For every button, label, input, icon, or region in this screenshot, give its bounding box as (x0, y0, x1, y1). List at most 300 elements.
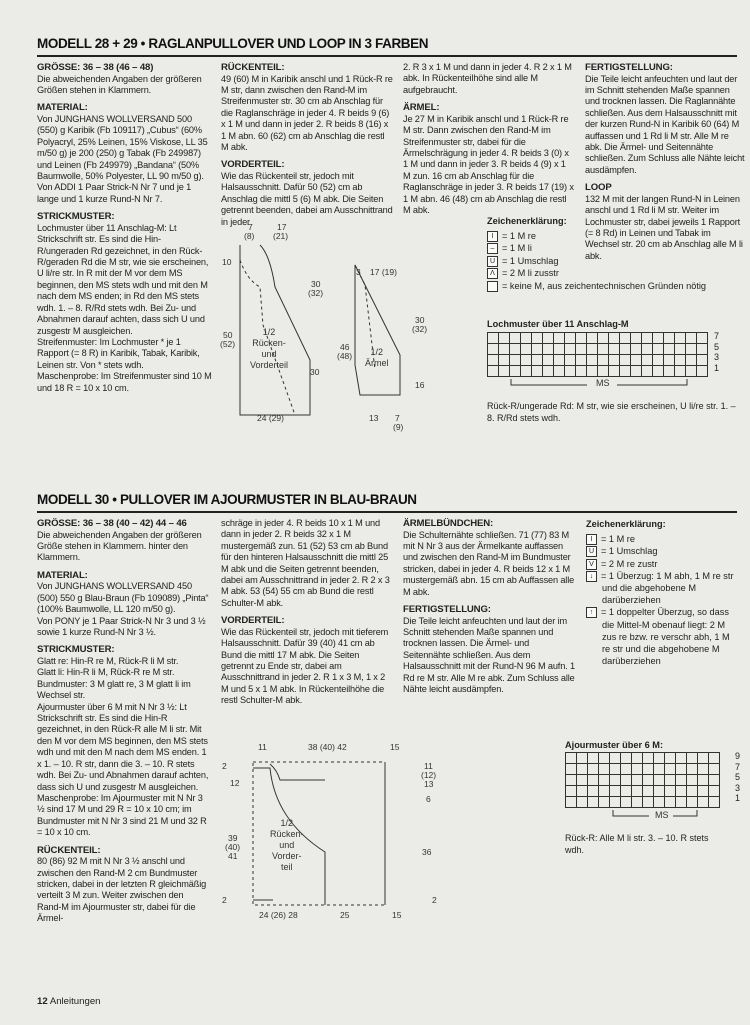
chart-cell (654, 775, 665, 786)
dim: 7 (395, 413, 400, 423)
chart-cell (521, 355, 532, 366)
legend-symbol: U (487, 256, 498, 267)
m2-chart-title: Ajourmuster über 6 M: (565, 740, 664, 750)
chart-cell (643, 753, 654, 764)
dim: 24 (26) 28 (259, 910, 298, 920)
dim: 25 (340, 910, 350, 920)
legend-text: = 1 M re (502, 230, 536, 241)
chart-cell (632, 764, 643, 775)
chart-cell (686, 355, 697, 366)
chart-cell (675, 355, 686, 366)
chart-cell (532, 344, 543, 355)
chart-row-numbers (735, 751, 740, 804)
chart-cell (532, 366, 543, 377)
chart-cell (664, 355, 675, 366)
body-label: 1/2 Rücken- und Vorder- teil (270, 818, 304, 872)
dim: 16 (415, 380, 425, 390)
chart-ms-bracket (487, 377, 709, 389)
m1-column-3 (403, 62, 575, 216)
paragraph: Die abweichenden Angaben der größeren Größe stehen in Klammern. hinter den Klammern. (37, 529, 202, 563)
chart-cell (510, 333, 521, 344)
chart-cell (621, 753, 632, 764)
section-heading: STRICKMUSTER: (37, 211, 115, 223)
legend-symbol: ↑ (586, 607, 597, 618)
legend-text: = 2 M re zustr (601, 558, 658, 569)
chart-row-number: 7 (714, 331, 720, 341)
dim: 3 (356, 267, 361, 277)
chart-cell (499, 333, 510, 344)
chart-cell (621, 764, 632, 775)
paragraph: Maschenprobe: Im Streifenmuster sind 10 M und 18 R = 10 x 10 cm. (37, 371, 212, 393)
chart-cell (687, 764, 698, 775)
chart-cell (676, 786, 687, 797)
chart-cell (565, 366, 576, 377)
chart-cell (576, 333, 587, 344)
m1-chart-note: Rück-R/ungerade Rd: M str, wie sie erscheinen, U li/re str. 1. – 8. R/Rd stets wdh. (487, 401, 736, 423)
chart-cell (697, 355, 708, 366)
neckline (270, 764, 325, 780)
chart-cell (577, 775, 588, 786)
chart-cell (599, 753, 610, 764)
chart-cell (588, 764, 599, 775)
dim: (32) (412, 324, 428, 334)
chart-cell (576, 344, 587, 355)
page-footer (37, 996, 101, 1007)
chart-cell (510, 344, 521, 355)
chart-ms-bracket (565, 808, 735, 820)
dim: (40) (225, 842, 241, 852)
chart-cell (609, 333, 620, 344)
paragraph: Von ADDI 1 Paar Strick-N Nr 7 und je 1 lange und 1 kurze Rund-N Nr 7. (37, 182, 192, 204)
legend-item (586, 558, 736, 570)
chart-cell (653, 333, 664, 344)
dim: 11 (258, 742, 267, 752)
paragraph: Die Teile leicht anfeuchten und laut der im Schnitt stehenden Maße spannen und trocknen lassen. Die Ärmel- und Seitennähte schließen. Aus dem Halsausschnitt mit der Rund-N 96 M aufn. 1 Rd re M str. Alle M re abk. Zum Schluss alle Nähte leicht ausdämpfen. (403, 615, 575, 695)
section-heading: FERTIGSTELLUNG: (403, 604, 491, 616)
dim: 15 (392, 910, 402, 920)
chart-cell (709, 753, 720, 764)
section-heading: STRICKMUSTER: (37, 644, 115, 656)
chart-cell (632, 753, 643, 764)
paragraph: Ajourmuster über 6 M mit N Nr 3 ½: Lt Strickschrift str. Es sind die Hin-R gezeichnet, in den Rück-R alle M li str. Mit den M vor dem MS beginnen, den MS stets wdh und mit den M nach dem MS enden. 1 x 1. – 10. R str, dann die 3. – 10. R stets wdh. Bei Zu- und Abnahmen darauf achten, dass sich U und zusgestr M ausgleichen. (37, 701, 209, 792)
chart-cell (675, 333, 686, 344)
chart-cell (598, 355, 609, 366)
m1-column-1 (37, 62, 212, 394)
chart-cell (654, 797, 665, 808)
chart-cell (566, 775, 577, 786)
chart-cell (687, 786, 698, 797)
legend-symbol: Λ (487, 268, 498, 279)
legend-text: = 2 M li zusstr (502, 268, 559, 279)
chart-cell (554, 344, 565, 355)
model-30-title: MODELL 30 • PULLOVER IM AJOURMUSTER IN BLAU-BRAUN (37, 492, 417, 507)
section-heading: VORDERTEIL: (221, 159, 285, 171)
section-heading: GRÖSSE: 36 – 38 (46 – 48) (37, 62, 154, 73)
section-heading: RÜCKENTEIL: (221, 62, 285, 73)
chart-cell (698, 775, 709, 786)
chart-cell (598, 333, 609, 344)
chart-cell (631, 366, 642, 377)
legend-symbol (487, 281, 498, 292)
chart-cell (499, 344, 510, 355)
chart-cell (566, 797, 577, 808)
legend-item (586, 570, 736, 607)
chart-cell (599, 797, 610, 808)
section-heading: FERTIGSTELLUNG: (585, 62, 673, 73)
chart-cell (587, 366, 598, 377)
chart-cell (532, 333, 543, 344)
chart-cell (620, 366, 631, 377)
chart-cell (643, 775, 654, 786)
paragraph: schräge in jeder 4. R beids 10 x 1 M und dann in jeder 2. R beids 32 x 1 M mustergemäß zun. 51 (52) 53 cm ab Bund für den hinteren Halsausschnitt die mittl 25 M abk und die Seiten getrennt beenden, dabei am Ausschnittrand in jeder 2. R 2 x 3 M abk. 53 (54) 55 cm ab Bund die restl Schulter-M abk. (221, 518, 390, 608)
legend-text: = keine M, aus zeichentechnischen Gründen nötig (502, 280, 707, 291)
m2-column-2 (221, 518, 393, 707)
chart-cell (709, 775, 720, 786)
dim: 13 (424, 779, 434, 789)
section-heading: ÄRMEL: (403, 102, 440, 114)
dim: 2 (222, 895, 227, 905)
section-heading: ÄRMELBÜNDCHEN: (403, 518, 494, 529)
paragraph: 80 (86) 92 M mit N Nr 3 ½ anschl und zwischen den Rand-M 2 cm Bundmuster stricken, dabei in der letzten R gleichmäßig verteilt 3 M zun. Weiter zwischen den Rand-M im Ajourmuster str, dabei für die Ärmel- (37, 856, 207, 924)
chart-cell (610, 786, 621, 797)
dim: (48) (337, 351, 353, 361)
dim: 50 (223, 330, 233, 340)
legend-item (487, 280, 737, 293)
chart-row-number: 3 (735, 782, 741, 793)
chart-cell (686, 333, 697, 344)
chart-cell (642, 333, 653, 344)
paragraph: 132 M mit der langen Rund-N in Leinen anschl und 1 Rd li M str. Weiter im Lochmuster str, dabei jeweils 1 Rapport (= 8 Rd) in Leinen und Tabak im Wechsel str. 20 cm ab Anschlag alle M li abk. (585, 193, 743, 261)
m1-column-2 (221, 62, 393, 228)
chart-cell (543, 366, 554, 377)
dim: 39 (228, 833, 238, 843)
chart-cell (653, 355, 664, 366)
paragraph: Die abweichenden Angaben der größeren Größen stehen in Klammern. (37, 73, 202, 95)
dim: 12 (230, 778, 240, 788)
chart-cell (609, 344, 620, 355)
legend-symbol: I (487, 231, 498, 242)
dim: 30 (310, 367, 320, 377)
chart-cell (599, 764, 610, 775)
chart-cell (676, 797, 687, 808)
legend-symbol: ↓ (586, 571, 597, 582)
dim: 10 (222, 257, 232, 267)
chart-cell (697, 333, 708, 344)
chart-cell (599, 786, 610, 797)
title-rule (37, 511, 737, 513)
chart-cell (654, 786, 665, 797)
chart-cell (587, 355, 598, 366)
m2-chart-note: Rück-R: Alle M li str. 3. – 10. R stets wdh. (565, 833, 709, 855)
chart-cell (631, 344, 642, 355)
dim: 7 (248, 222, 253, 232)
dim: (9) (393, 422, 404, 432)
paragraph: Je 27 M in Karibik anschl und 1 Rück-R re M str. Dann zwischen den Rand-M im Streifenmuster str, dabei für die Ärmelschrägung in jeder 4. R beids 3 (0) x 1 M und dann in jeder 3. R beids 4 (9) x 1 M zun. 16 cm ab Anschlag für die Raglanschräge in jeder 3. R beids 17 (19) x 1 M abn. 46 (48) cm ab Anschlag die restl M abk. (403, 113, 574, 216)
chart-row-number: 5 (714, 341, 720, 352)
chart-cell (620, 333, 631, 344)
chart-cell (687, 797, 698, 808)
paragraph: Die Teile leicht anfeuchten und laut der im Schnitt stehenden Maße spannen und trocknen lassen. Die Raglannähte schließen. Aus dem Halsausschnitt mit der kurzen Rund-N in Karibik 60 (64) M auffassen und 1 Rd li M str. Alle M re abk. Die Ärmel- und Seitennähte schließen. Zum Schluss alle Nähte leicht ausdämpfen. (585, 73, 745, 175)
chart-cell (687, 775, 698, 786)
paragraph: Bundmuster: 3 M glatt re, 3 M glatt li im Wechsel str. (37, 678, 191, 701)
section-heading: LOOP (585, 182, 612, 194)
chart-cell (521, 366, 532, 377)
chart-cell (632, 797, 643, 808)
m1-legend (487, 215, 737, 293)
legend-text: = 1 M re (601, 534, 635, 545)
chart-cell (697, 366, 708, 377)
chart-row-number: 1 (735, 793, 741, 803)
chart-cell (610, 764, 621, 775)
dim: 17 (277, 222, 287, 232)
chart-cell (621, 786, 632, 797)
chart-cell (510, 355, 521, 366)
paragraph: Maschenprobe: Im Ajourmuster mit N Nr 3 ½ sind 17 M und 29 R = 10 x 10 cm; im Bundmuster mit N Nr 3 sind 21 M und 32 R = 10 x 10 cm. (37, 792, 207, 838)
chart-cell (554, 355, 565, 366)
legend-item (487, 267, 737, 280)
chart-cell (632, 786, 643, 797)
chart-cell (676, 764, 687, 775)
dim: (12) (421, 770, 437, 780)
chart-cell (664, 366, 675, 377)
chart-cell (598, 344, 609, 355)
chart-cell (654, 753, 665, 764)
chart-row-number: 5 (735, 772, 741, 782)
chart-cell (598, 366, 609, 377)
m1-chart-title: Lochmuster über 11 Anschlag-M (487, 319, 629, 329)
legend-item (586, 533, 736, 545)
chart-cell (653, 344, 664, 355)
chart-cell (654, 764, 665, 775)
paragraph: Glatt re: Hin-R re M, Rück-R li M str. (37, 656, 179, 667)
legend-symbol: I (586, 534, 597, 545)
sleeve-outline (355, 265, 400, 395)
chart-cell (665, 775, 676, 786)
chart-cell (588, 797, 599, 808)
m2-legend (586, 518, 736, 667)
chart-cell (698, 753, 709, 764)
chart-cell (698, 786, 709, 797)
chart-cell (686, 344, 697, 355)
chart-cell (665, 786, 676, 797)
chart-cell (686, 366, 697, 377)
dim: 30 (311, 279, 321, 289)
dim: (32) (308, 288, 324, 298)
dim: (21) (273, 231, 289, 241)
chart-cell (642, 366, 653, 377)
chart-cell (643, 786, 654, 797)
legend-title: Zeichenerklärung: (487, 216, 567, 226)
chart-cell (565, 344, 576, 355)
chart-cell (532, 355, 543, 366)
dim: 13 (369, 413, 379, 423)
chart-cell (577, 753, 588, 764)
chart-cell (543, 333, 554, 344)
chart-cell (610, 753, 621, 764)
dim: 30 (415, 315, 425, 325)
paragraph: 49 (60) M in Karibik anschl und 1 Rück-R re M str, dann zwischen den Rand-M im Streifenmuster str. 30 cm ab Anschlag für die Raglanschräge in jeder 4. R beids 9 (6) x 1 M und dann in jeder 2. R beids 8 (16) x 1 M abn. 60 (62) cm ab Anschlag die restl M abk. (221, 73, 393, 153)
dim: 24 (29) (257, 413, 284, 423)
dim: 41 (228, 851, 238, 861)
chart-cell (631, 355, 642, 366)
legend-text: = 1 doppelter Überzug, so dass die Mittel-M obenauf liegt: 2 M zus re bzw. re verschr abh, 1 M re str und die abgehobene M darüberziehen (601, 607, 730, 667)
chart-cell (566, 786, 577, 797)
legend-item (586, 606, 736, 667)
chart-cell (499, 355, 510, 366)
section-heading: VORDERTEIL: (221, 615, 285, 627)
chart-cell (577, 786, 588, 797)
chart-row-number: 9 (735, 751, 741, 761)
chart-cell (499, 366, 510, 377)
legend-item (586, 545, 736, 557)
dim: (8) (244, 231, 255, 241)
chart-cell (620, 355, 631, 366)
legend-text: = 1 Umschlag (601, 546, 658, 557)
chart-cell (577, 764, 588, 775)
chart-cell (676, 775, 687, 786)
paragraph: 2. R 3 x 1 M und dann in jeder 4. R 2 x 1 M abk. In Rückenteilhöhe sind alle M aufgebraucht. (403, 62, 572, 95)
m1-schematic (215, 222, 430, 435)
page-section: Anleitungen (49, 996, 101, 1007)
chart-cell (709, 797, 720, 808)
chart-cell (675, 366, 686, 377)
chart-cell (587, 333, 598, 344)
model-28-29-title: MODELL 28 + 29 • RAGLANPULLOVER UND LOOP IN 3 FARBEN (37, 36, 429, 51)
chart-cell (665, 797, 676, 808)
paragraph: Die Schulternähte schließen. 71 (77) 83 M mit N Nr 3 aus der Ärmelkante auffassen und zwischen den Rand-M im Bundmuster stricken, dabei in jeder 4. R beids 12 x 1 M mustergemäß abn. 15 cm ab Auffassen alle M abk. (403, 529, 575, 597)
lace-chart (487, 332, 708, 377)
chart-cell (643, 764, 654, 775)
paragraph: Wie das Rückenteil str, jedoch mit tieferem Halsausschnitt. Dafür 39 (40) 41 cm ab Bund die mittl 17 M abk. Die Seiten getrennt zu Ende str, dabei am Ausschnittrand in jeder 2. R 1 x 3 M, 1 x 2 M und 5 x 1 M abk. In Rückenteilhöhe die restl Schulter-M abk. (221, 626, 389, 706)
legend-symbol: U (586, 546, 597, 557)
chart-cell (642, 344, 653, 355)
chart-cell (577, 797, 588, 808)
paragraph: Streifenmuster: Im Lochmuster * je 1 Rapport (= 8 R) in Karibik, Tabak, Karibik, Leinen str. Von * stets wdh. (37, 336, 200, 370)
chart-row-number: 1 (714, 362, 720, 373)
legend-item (487, 242, 737, 255)
dim: 2 (222, 761, 227, 771)
chart-cell (488, 355, 499, 366)
section-heading: RÜCKENTEIL: (37, 844, 101, 856)
m2-schematic (225, 740, 450, 930)
chart-cell (565, 355, 576, 366)
sleeve-label: 1/2 Ärmel (365, 347, 389, 368)
chart-cell (675, 344, 686, 355)
m2-column-3 (403, 518, 575, 695)
paragraph: Von JUNGHANS WOLLVERSAND 500 (550) g Karibik (Fb 109117) „Cubus“ (60% Polyacryl, 25% Leinen, 15% Viskose, LL 35 m/50 g) je 200 (250) g Tabak (Fb 249987) und Leinen (Fb 249979) „Bandana“ (50% Baumwolle, 50% Polyester, LL 90 m/50 g). (37, 114, 208, 182)
chart-cell (665, 764, 676, 775)
chart-cell (554, 333, 565, 344)
dim: 36 (422, 847, 432, 857)
legend-symbol: – (487, 243, 498, 254)
chart-cell (576, 355, 587, 366)
dim: 17 (19) (370, 267, 397, 277)
title-rule (37, 55, 737, 57)
chart-cell (676, 753, 687, 764)
chart-cell (565, 333, 576, 344)
chart-cell (632, 775, 643, 786)
dim: 46 (340, 342, 350, 352)
chart-cell (510, 366, 521, 377)
dim: 11 (424, 761, 433, 771)
legend-text: = 1 Umschlag (502, 255, 559, 266)
chart-cell (609, 366, 620, 377)
chart-cell (621, 797, 632, 808)
paragraph: Von PONY je 1 Paar Strick-N Nr 3 und 3 ½ sowie 1 kurze Rund-N Nr 3 ½. (37, 615, 206, 638)
chart-cell (566, 764, 577, 775)
paragraph: Glatt li: Hin-R li M, Rück-R re M str. (37, 667, 175, 678)
paragraph: Lochmuster über 11 Anschlag-M: Lt Strickschrift str. Es sind die Hin-R/ungeraden Rd gezeichnet, in den Rück-R/geraden Rd die M str, wie sie erscheinen, U li/re str. In R mit der M vor dem MS beginnen, den MS stets wdh und mit den M nach dem MS enden; in Rd den MS stets wdh. 1. – 8. R/Rd stets wdh. Bei Zu- und Abnahmen darauf achten, dass sich U und zusgestr M ausgleichen. (37, 222, 209, 336)
chart-cell (488, 333, 499, 344)
chart-cell (543, 355, 554, 366)
chart-cell (621, 775, 632, 786)
chart-row-number: 7 (735, 761, 741, 772)
legend-text: = 1 M li (502, 243, 532, 254)
chart-cell (521, 333, 532, 344)
chart-cell (609, 355, 620, 366)
chart-cell (576, 366, 587, 377)
chart-cell (687, 753, 698, 764)
legend-text: = 1 Überzug: 1 M abh, 1 M re str und die abgehobene M darüberziehen (601, 570, 734, 606)
chart-cell (697, 344, 708, 355)
chart-cell (543, 344, 554, 355)
chart-row-numbers (714, 331, 719, 373)
chart-cell (610, 775, 621, 786)
chart-ms-label: MS (655, 810, 669, 820)
chart-cell (620, 344, 631, 355)
chart-cell (488, 366, 499, 377)
chart-cell (709, 786, 720, 797)
legend-item (487, 255, 737, 268)
legend-symbol: V (586, 559, 597, 570)
dim: (52) (220, 339, 236, 349)
chart-cell (709, 764, 720, 775)
chart-cell (698, 797, 709, 808)
chart-cell (588, 753, 599, 764)
chart-cell (665, 753, 676, 764)
dim: 38 (40) 42 (308, 742, 347, 752)
paragraph: Von JUNGHANS WOLLVERSAND 450 (500) 550 g Blau-Braun (Fb 109089) „Pinta“ (100% Baumwolle, LL 120 m/50 g). (37, 581, 209, 615)
chart-cell (698, 764, 709, 775)
chart-cell (488, 344, 499, 355)
section-heading: MATERIAL: (37, 102, 88, 114)
legend-title: Zeichenerklärung: (586, 519, 666, 529)
chart-cell (664, 344, 675, 355)
chart-cell (588, 786, 599, 797)
legend-item (487, 230, 737, 243)
chart-cell (642, 355, 653, 366)
chart-cell (588, 775, 599, 786)
chart-cell (610, 797, 621, 808)
back-front-label: 1/2 Rücken- und Vorderteil (250, 327, 289, 370)
chart-row-number: 3 (714, 352, 720, 362)
m2-column-1 (37, 518, 209, 925)
chart-cell (664, 333, 675, 344)
chart-cell (566, 753, 577, 764)
chart-ms-label: MS (596, 378, 610, 388)
chart-cell (521, 344, 532, 355)
ajour-chart (565, 752, 720, 808)
chart-cell (599, 775, 610, 786)
dim: 6 (426, 794, 431, 804)
chart-cell (554, 366, 565, 377)
dim: 15 (390, 742, 400, 752)
chart-cell (643, 797, 654, 808)
section-heading: MATERIAL: (37, 569, 88, 581)
section-heading: GRÖSSE: 36 – 38 (40 – 42) 44 – 46 (37, 518, 187, 529)
chart-cell (587, 344, 598, 355)
dim: 2 (432, 895, 437, 905)
